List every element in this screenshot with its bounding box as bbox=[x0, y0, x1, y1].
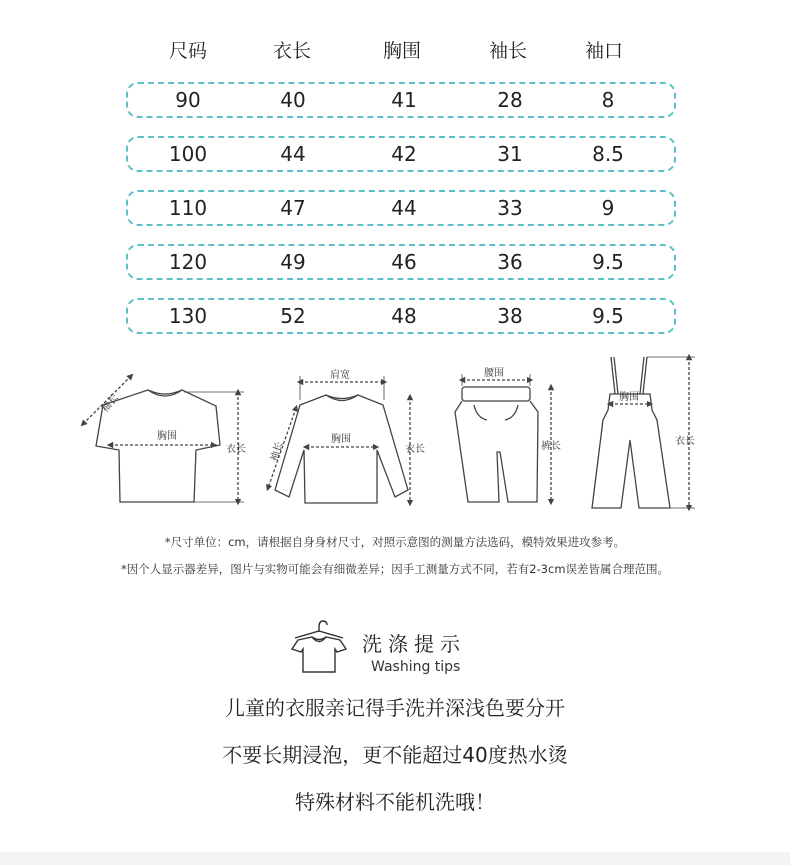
header-cuff: 袖口 bbox=[584, 40, 624, 62]
shorts-diagram bbox=[455, 367, 561, 502]
shorts-length-label: 裤长 bbox=[541, 441, 561, 452]
washing-tip-line: 儿童的衣服亲记得手洗并深浅色要分开 bbox=[225, 696, 565, 720]
header-length: 衣长 bbox=[272, 40, 312, 62]
cell-cuff: 9.5 bbox=[592, 250, 624, 274]
cell-length: 49 bbox=[280, 250, 306, 274]
washing-tip-line: 特殊材料不能机洗哦！ bbox=[295, 790, 495, 814]
cell-cuff: 9.5 bbox=[592, 304, 624, 328]
cell-size: 130 bbox=[168, 304, 208, 328]
cell-length: 47 bbox=[280, 196, 306, 220]
washing-subtitle: Washing tips bbox=[371, 659, 461, 675]
cell-sleeve: 36 bbox=[497, 250, 523, 274]
table-row bbox=[126, 244, 676, 280]
cell-chest: 44 bbox=[391, 196, 417, 220]
longsleeve-chest-label: 胸围 bbox=[331, 434, 351, 445]
cell-length: 44 bbox=[280, 142, 306, 166]
washing-tip-line: 不要长期浸泡，更不能超过40度热水烫 bbox=[222, 743, 568, 767]
cell-size: 110 bbox=[168, 196, 208, 220]
size-note: *尺寸单位：cm，请根据自身身材尺寸，对照示意图的测量方法选码，模特效果进攻参考。 bbox=[164, 535, 626, 549]
display-note: *因个人显示器差异，图片与实物可能会有细微差异；因手工测量方式不同，若有2-3cm误差皆属合理范围。 bbox=[120, 562, 670, 576]
header-chest: 胸围 bbox=[382, 40, 422, 62]
overalls-length-label: 衣长 bbox=[675, 436, 695, 447]
longsleeve-diagram bbox=[267, 368, 425, 503]
cell-chest: 48 bbox=[391, 304, 417, 328]
cell-size: 100 bbox=[168, 142, 208, 166]
tshirt-diagram bbox=[83, 376, 246, 502]
table-row bbox=[126, 298, 676, 334]
washing-title: 洗涤提示 bbox=[362, 632, 466, 656]
cell-cuff: 9 bbox=[601, 196, 615, 220]
longsleeve-shoulder-label: 肩宽 bbox=[330, 370, 350, 381]
cell-sleeve: 28 bbox=[497, 88, 523, 112]
overalls-chest-label: 胸围 bbox=[619, 392, 639, 403]
cell-chest: 42 bbox=[391, 142, 417, 166]
cell-sleeve: 33 bbox=[497, 196, 523, 220]
cell-length: 52 bbox=[280, 304, 306, 328]
cell-cuff: 8 bbox=[601, 88, 615, 112]
cell-size: 90 bbox=[175, 88, 201, 112]
table-row bbox=[126, 82, 676, 118]
measurement-diagrams bbox=[0, 345, 790, 520]
bottom-strip bbox=[0, 852, 790, 865]
cell-sleeve: 38 bbox=[497, 304, 523, 328]
longsleeve-sleeve-label: 袖长 bbox=[268, 440, 286, 463]
cell-sleeve: 31 bbox=[497, 142, 523, 166]
table-row bbox=[126, 136, 676, 172]
tshirt-chest-label: 胸围 bbox=[157, 431, 177, 442]
overalls-diagram bbox=[592, 357, 695, 508]
cell-size: 120 bbox=[168, 250, 208, 274]
shorts-waist-label: 腰围 bbox=[484, 368, 504, 379]
cell-chest: 41 bbox=[391, 88, 417, 112]
cell-cuff: 8.5 bbox=[592, 142, 624, 166]
tshirt-length-label: 衣长 bbox=[226, 444, 246, 455]
hanger-shirt-icon bbox=[290, 616, 352, 676]
header-size: 尺码 bbox=[168, 40, 208, 62]
cell-length: 40 bbox=[280, 88, 306, 112]
cell-chest: 46 bbox=[391, 250, 417, 274]
longsleeve-length-label: 衣长 bbox=[405, 444, 425, 455]
header-sleeve: 袖长 bbox=[488, 40, 528, 62]
table-row bbox=[126, 190, 676, 226]
tshirt-sleeve-label: 袖长 bbox=[99, 392, 121, 415]
